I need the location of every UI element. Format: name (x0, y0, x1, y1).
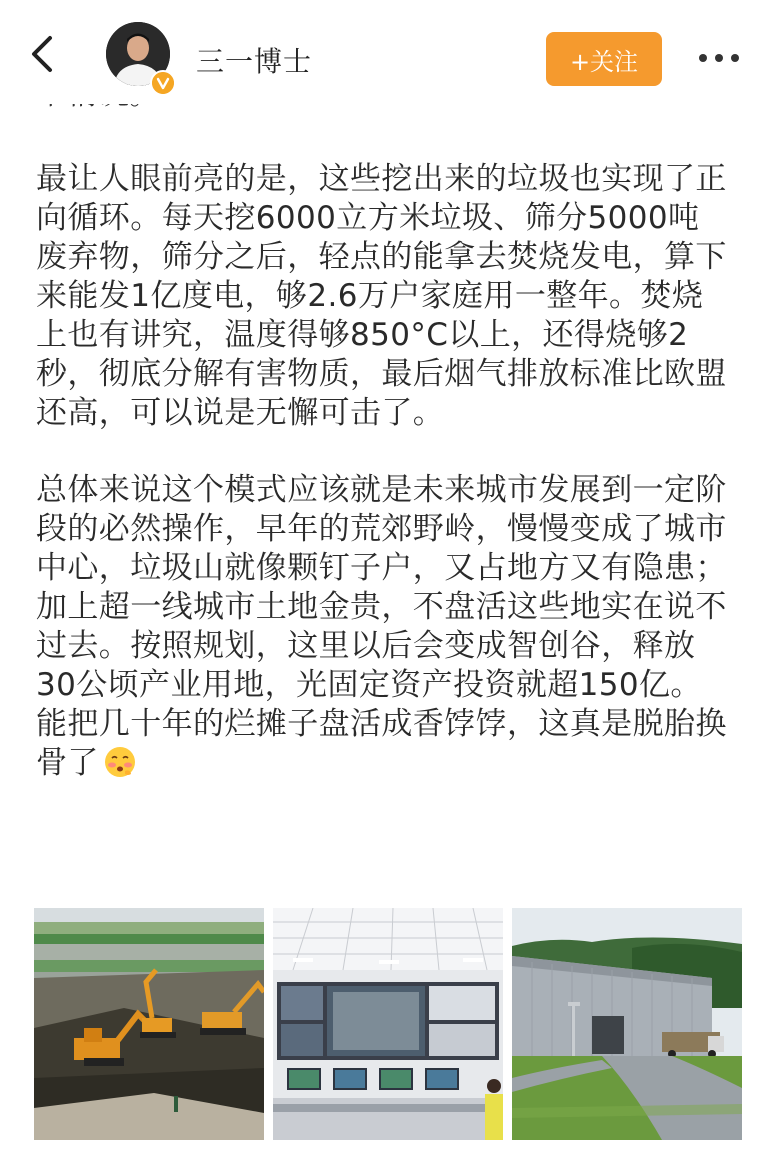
text-line: 能把几十年的烂摊子盘活成香饽饽，这真是脱胎换 (36, 706, 727, 742)
post-header (0, 0, 768, 104)
text-line: 加上超一线城市土地金贵，不盘活这些地实在说不 (36, 589, 727, 625)
text-line: 秒，彻底分解有害物质，最后烟气排放标准比欧盟 (36, 356, 727, 392)
chevron-left-icon[interactable] (26, 34, 60, 74)
text-line: 上也有讲究，温度得够850°C以上，还得烧够2 (36, 317, 689, 353)
blushing-face-emoji-icon (103, 745, 137, 779)
more-dots-icon[interactable] (696, 46, 742, 70)
post-image-grid (34, 908, 742, 1140)
text-line: 来能发1亿度电，够2.6万户家庭用一整年。焚烧 (36, 278, 704, 314)
text-line: 向循环。每天挖6000立方米垃圾、筛分5000吨 (36, 200, 700, 236)
text-line: 废弃物，筛分之后，轻点的能拿去焚烧发电，算下 (36, 239, 727, 275)
text-line: 段的必然操作，早年的荒郊野岭，慢慢变成了城市 (36, 511, 727, 547)
text-line: 中心，垃圾山就像颗钉子户，又占地方又有隐患； (36, 550, 727, 586)
follow-button[interactable]: +关注 (546, 32, 662, 86)
paragraph-1 (36, 160, 746, 433)
post-body (36, 160, 746, 783)
post-image-excavation[interactable] (34, 908, 264, 1140)
post-image-control-room[interactable] (273, 908, 503, 1140)
text-line: 最让人眼前亮的是，这些挖出来的垃圾也实现了正 (36, 161, 727, 197)
text-line: 过去。按照规划，这里以后会变成智创谷，释放 (36, 628, 696, 664)
text-line: 骨了 (36, 745, 99, 781)
verified-badge-icon (150, 70, 176, 96)
text-line: 还高，可以说是无懈可击了。 (36, 395, 445, 431)
text-line: 总体来说这个模式应该就是未来城市发展到一定阶 (36, 472, 727, 508)
paragraph-2 (36, 471, 746, 783)
username[interactable]: 三一博士 (196, 45, 313, 78)
text-line: 30公顷产业用地，光固定资产投资就超150亿。 (36, 667, 702, 703)
post-image-facility-building[interactable] (512, 908, 742, 1140)
